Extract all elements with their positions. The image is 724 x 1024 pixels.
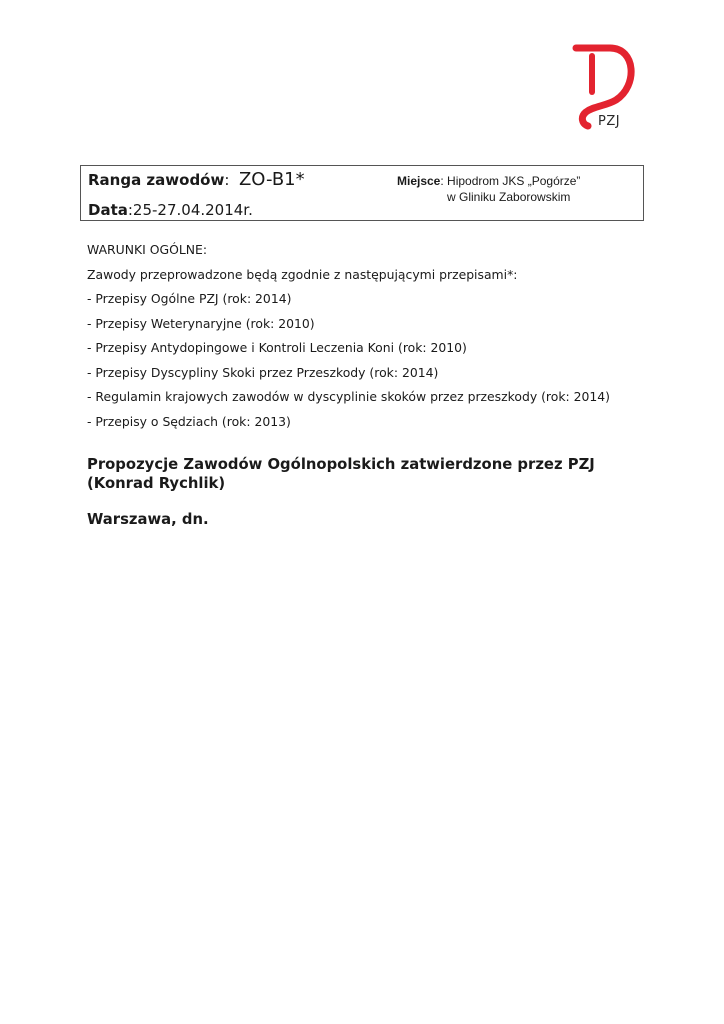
competition-rank: [88, 169, 305, 190]
rule-item: - Regulamin krajowych zawodów w dyscyplinie skoków przez przeszkody (rok: 2014): [87, 389, 610, 404]
rule-item: - Przepisy Weterynaryjne (rok: 2010): [87, 315, 315, 331]
approval-line-2: (Konrad Rychlik): [87, 475, 226, 492]
place-line-2: w Gliniku Zaborowskim: [447, 190, 571, 204]
rule-item: - Przepisy Dyscypliny Skoki przez Przeszkody (rok: 2014): [87, 364, 439, 380]
competition-date: [88, 201, 253, 219]
date-value: :25-27.04.2014r.: [127, 201, 253, 219]
competition-place: [397, 173, 580, 205]
rank-value: ZO-B1*: [238, 169, 305, 190]
place-label: Miejsce: [397, 174, 441, 188]
date-label: Data: [88, 201, 128, 219]
section-title: WARUNKI OGÓLNE:: [87, 242, 207, 257]
logo-text: PZJ: [598, 114, 621, 129]
approval-line-1: Propozycje Zawodów Ogólnopolskich zatwierdzone przez PZJ: [87, 456, 595, 473]
approval-statement: [87, 455, 647, 493]
general-conditions: [87, 242, 647, 438]
rank-label: Ranga zawodów: [88, 171, 225, 189]
rule-item: - Przepisy o Sędziach (rok: 2013): [87, 413, 291, 429]
competition-info-box: [80, 165, 644, 221]
place-line-1: : Hipodrom JKS „Pogórze”: [440, 174, 581, 188]
rule-item: - Przepisy Antydopingowe i Kontroli Leczenia Koni (rok: 2010): [87, 340, 467, 355]
rule-item: - Przepisy Ogólne PZJ (rok: 2014): [87, 291, 292, 306]
pzj-logo: [570, 42, 640, 134]
rank-colon: :: [224, 171, 230, 189]
rules-intro: Zawody przeprowadzone będą zgodnie z następującymi przepisami*:: [87, 266, 518, 282]
signature-place: Warszawa, dn.: [87, 511, 209, 528]
